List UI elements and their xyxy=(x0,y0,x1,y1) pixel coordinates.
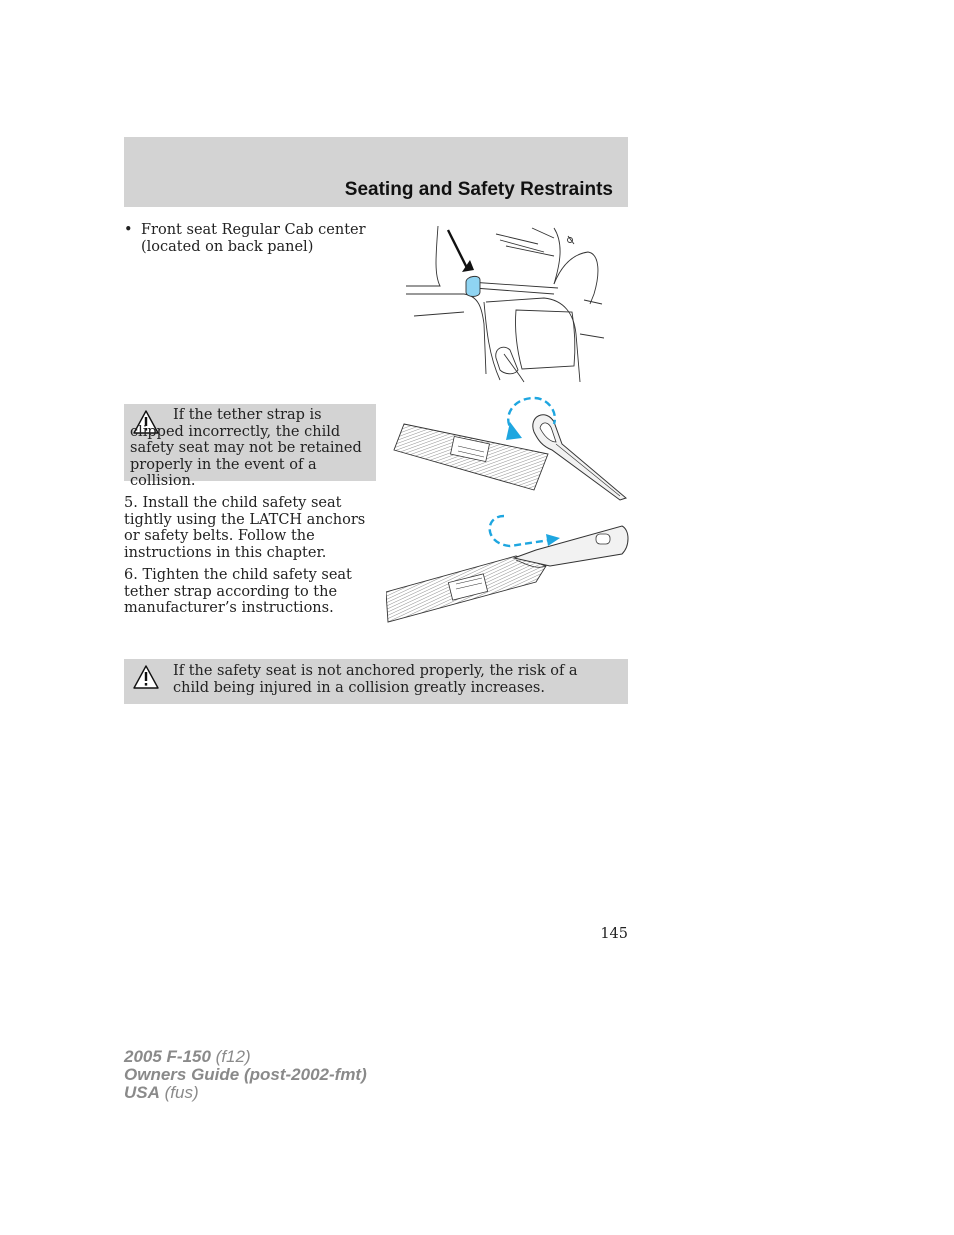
page-number: 145 xyxy=(600,926,628,942)
bullet-item xyxy=(124,222,374,255)
footer-guide: Owners Guide (post-2002-fmt) xyxy=(124,1065,367,1084)
document-footer xyxy=(124,1048,367,1102)
footer-model-code: (f12) xyxy=(210,1047,251,1066)
bullet-text: Front seat Regular Cab center (located on back panel) xyxy=(141,222,366,255)
warning-text: If the tether strap is clipped incorrectly, the child safety seat may not be retained properly in the event of a collision. xyxy=(130,407,362,489)
footer-model: 2005 F-150 xyxy=(124,1047,211,1066)
tether-anchor-back-panel-illustration xyxy=(404,224,604,384)
anchoring-warning xyxy=(124,659,628,704)
tether-strap-warning xyxy=(124,404,376,489)
section-title: Seating and Safety Restraints xyxy=(344,179,613,200)
section-header xyxy=(124,137,628,207)
step-6-text: 6. Tighten the child safety seat tether strap according to the manufacturer’s instructions. xyxy=(124,567,352,616)
tether-strap-tighten-illustration xyxy=(386,510,630,626)
bullet-marker: • xyxy=(124,222,133,238)
step-5-text: 5. Install the child safety seat tightly using the LATCH anchors or safety belts. Follow the instructions in this chapter. xyxy=(124,495,366,561)
footer-market: USA xyxy=(124,1083,160,1102)
footer-market-code: (fus) xyxy=(159,1083,199,1102)
warning-text: If the safety seat is not anchored properly, the risk of a child being injured in a collision greatly increases. xyxy=(173,663,578,696)
warning-triangle-icon xyxy=(132,664,160,690)
tether-clip-attach-illustration xyxy=(392,394,630,502)
